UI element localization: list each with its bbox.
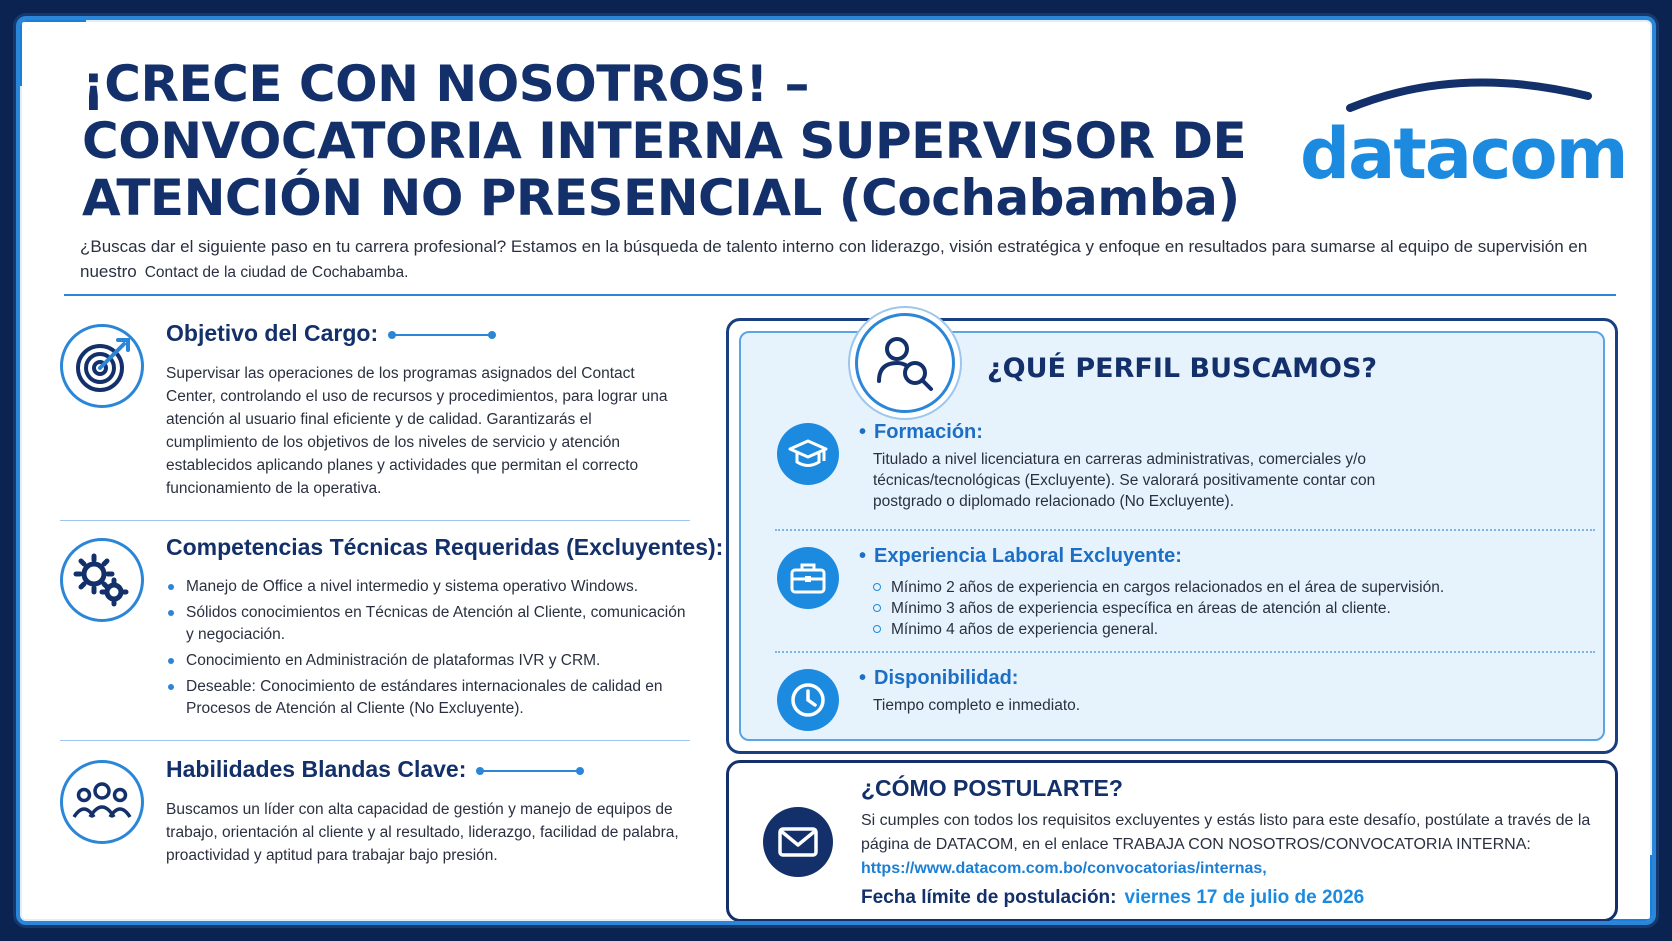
page-title [82, 55, 1247, 227]
target-icon [60, 324, 144, 408]
intro-main: ¿Buscas dar el siguiente paso en tu carrera profesional? Estamos en la búsqueda de talento interno con liderazgo, visión estratégica y enfoque en resultados para sumarse al equipo de supervisión en nuestro [80, 237, 1588, 281]
title-line: ¡CRECE CON NOSOTROS! – [82, 55, 810, 113]
profile-search-icon [855, 313, 955, 413]
clock-icon [777, 669, 839, 731]
list-item: Mínimo 3 años de experiencia específica en áreas de atención al cliente. [873, 598, 1573, 619]
section-body: Supervisar las operaciones de los programas asignados del Contact Center, controlando el uso de recursos y procedimientos, para lograr una atención al usuario final eficiente y de calidad. Garantizarás el cumplimiento de los objetivos de los niveles de servicio y atención establecidos aplicando planes y actividades que permitan el correcto funcionamiento de la operativa. [166, 365, 668, 497]
profile-title: ¿QUÉ PERFIL BUSCAMOS? [987, 353, 1378, 384]
profile-panel [726, 318, 1618, 754]
section-heading: Objetivo del Cargo: [166, 320, 494, 347]
title-line: ATENCIÓN NO PRESENCIAL (Cochabamba) [82, 169, 1240, 227]
profile-panel-inner [739, 331, 1605, 741]
deadline-label: Fecha límite de postulación: [861, 887, 1117, 908]
corner-accent [16, 16, 86, 86]
envelope-icon [763, 807, 833, 877]
list-item: Deseable: Conocimiento de estándares internacionales de calidad en Procesos de Atención al Cliente (No Excluyente). [166, 676, 686, 720]
item-text: Titulado a nivel licenciatura en carreras administrativas, comerciales y/o técnicas/tecnológicas (Excluyente). Se valorará positivamente contar con postgrado o diplomado relacionado (No Excluyente). [873, 451, 1376, 510]
section-heading: Competencias Técnicas Requeridas (Excluyentes): [166, 534, 724, 560]
deadline-date: viernes 17 de julio de 2026 [1124, 887, 1365, 908]
divider [60, 520, 690, 521]
datacom-logo [1288, 70, 1628, 200]
apply-link[interactable]: https://www.datacom.com.bo/convocatorias/internas, [861, 860, 1267, 877]
divider [64, 294, 1616, 296]
team-icon [60, 760, 144, 844]
graduation-cap-icon [777, 423, 839, 485]
apply-instructions: Si cumples con todos los requisitos excluyentes y estás listo para este desafío, postúlate a través de la página de DATACOM, en el enlace TRABAJA CON NOSOTROS/CONVOCATORIA INTERNA: [861, 812, 1591, 853]
list-item: Mínimo 4 años de experiencia general. [873, 619, 1573, 640]
divider [775, 529, 1595, 531]
list-item: Conocimiento en Administración de plataformas IVR y CRM. [166, 650, 686, 672]
briefcase-icon [777, 547, 839, 609]
experience-list [873, 577, 1573, 640]
apply-text [861, 809, 1601, 881]
gears-icon [60, 538, 144, 622]
intro-text [80, 234, 1600, 285]
divider [60, 740, 690, 741]
divider [775, 651, 1595, 653]
competencies-list [166, 576, 686, 724]
list-item: Mínimo 2 años de experiencia en cargos relacionados en el área de supervisión. [873, 577, 1573, 598]
item-heading: • Disponibilidad: [859, 667, 1018, 690]
item-heading: • Experiencia Laboral Excluyente: [859, 545, 1182, 568]
section-heading: Habilidades Blandas Clave: [166, 756, 582, 783]
poster-frame [16, 16, 1656, 925]
deadline [861, 887, 1364, 909]
item-heading: • Formación: [859, 421, 983, 444]
section-body: Buscamos un líder con alta capacidad de gestión y manejo de equipos de trabajo, orientación al cliente y al resultado, liderazgo, facilidad de palabra, proactividad y aptitud para trabajar bajo presión. [166, 801, 679, 864]
apply-panel [726, 760, 1618, 922]
apply-title: ¿CÓMO POSTULARTE? [861, 775, 1123, 801]
list-item: Sólidos conocimientos en Técnicas de Atención al Cliente, comunicación y negociación. [166, 602, 686, 646]
item-text: Tiempo completo e inmediato. [873, 697, 1081, 714]
intro-tail: Contact de la ciudad de Cochabamba. [144, 264, 409, 281]
list-item: Manejo de Office a nivel intermedio y sistema operativo Windows. [166, 576, 686, 598]
logo-text: datacom [1300, 113, 1627, 195]
title-line: CONVOCATORIA INTERNA SUPERVISOR DE [82, 112, 1247, 170]
